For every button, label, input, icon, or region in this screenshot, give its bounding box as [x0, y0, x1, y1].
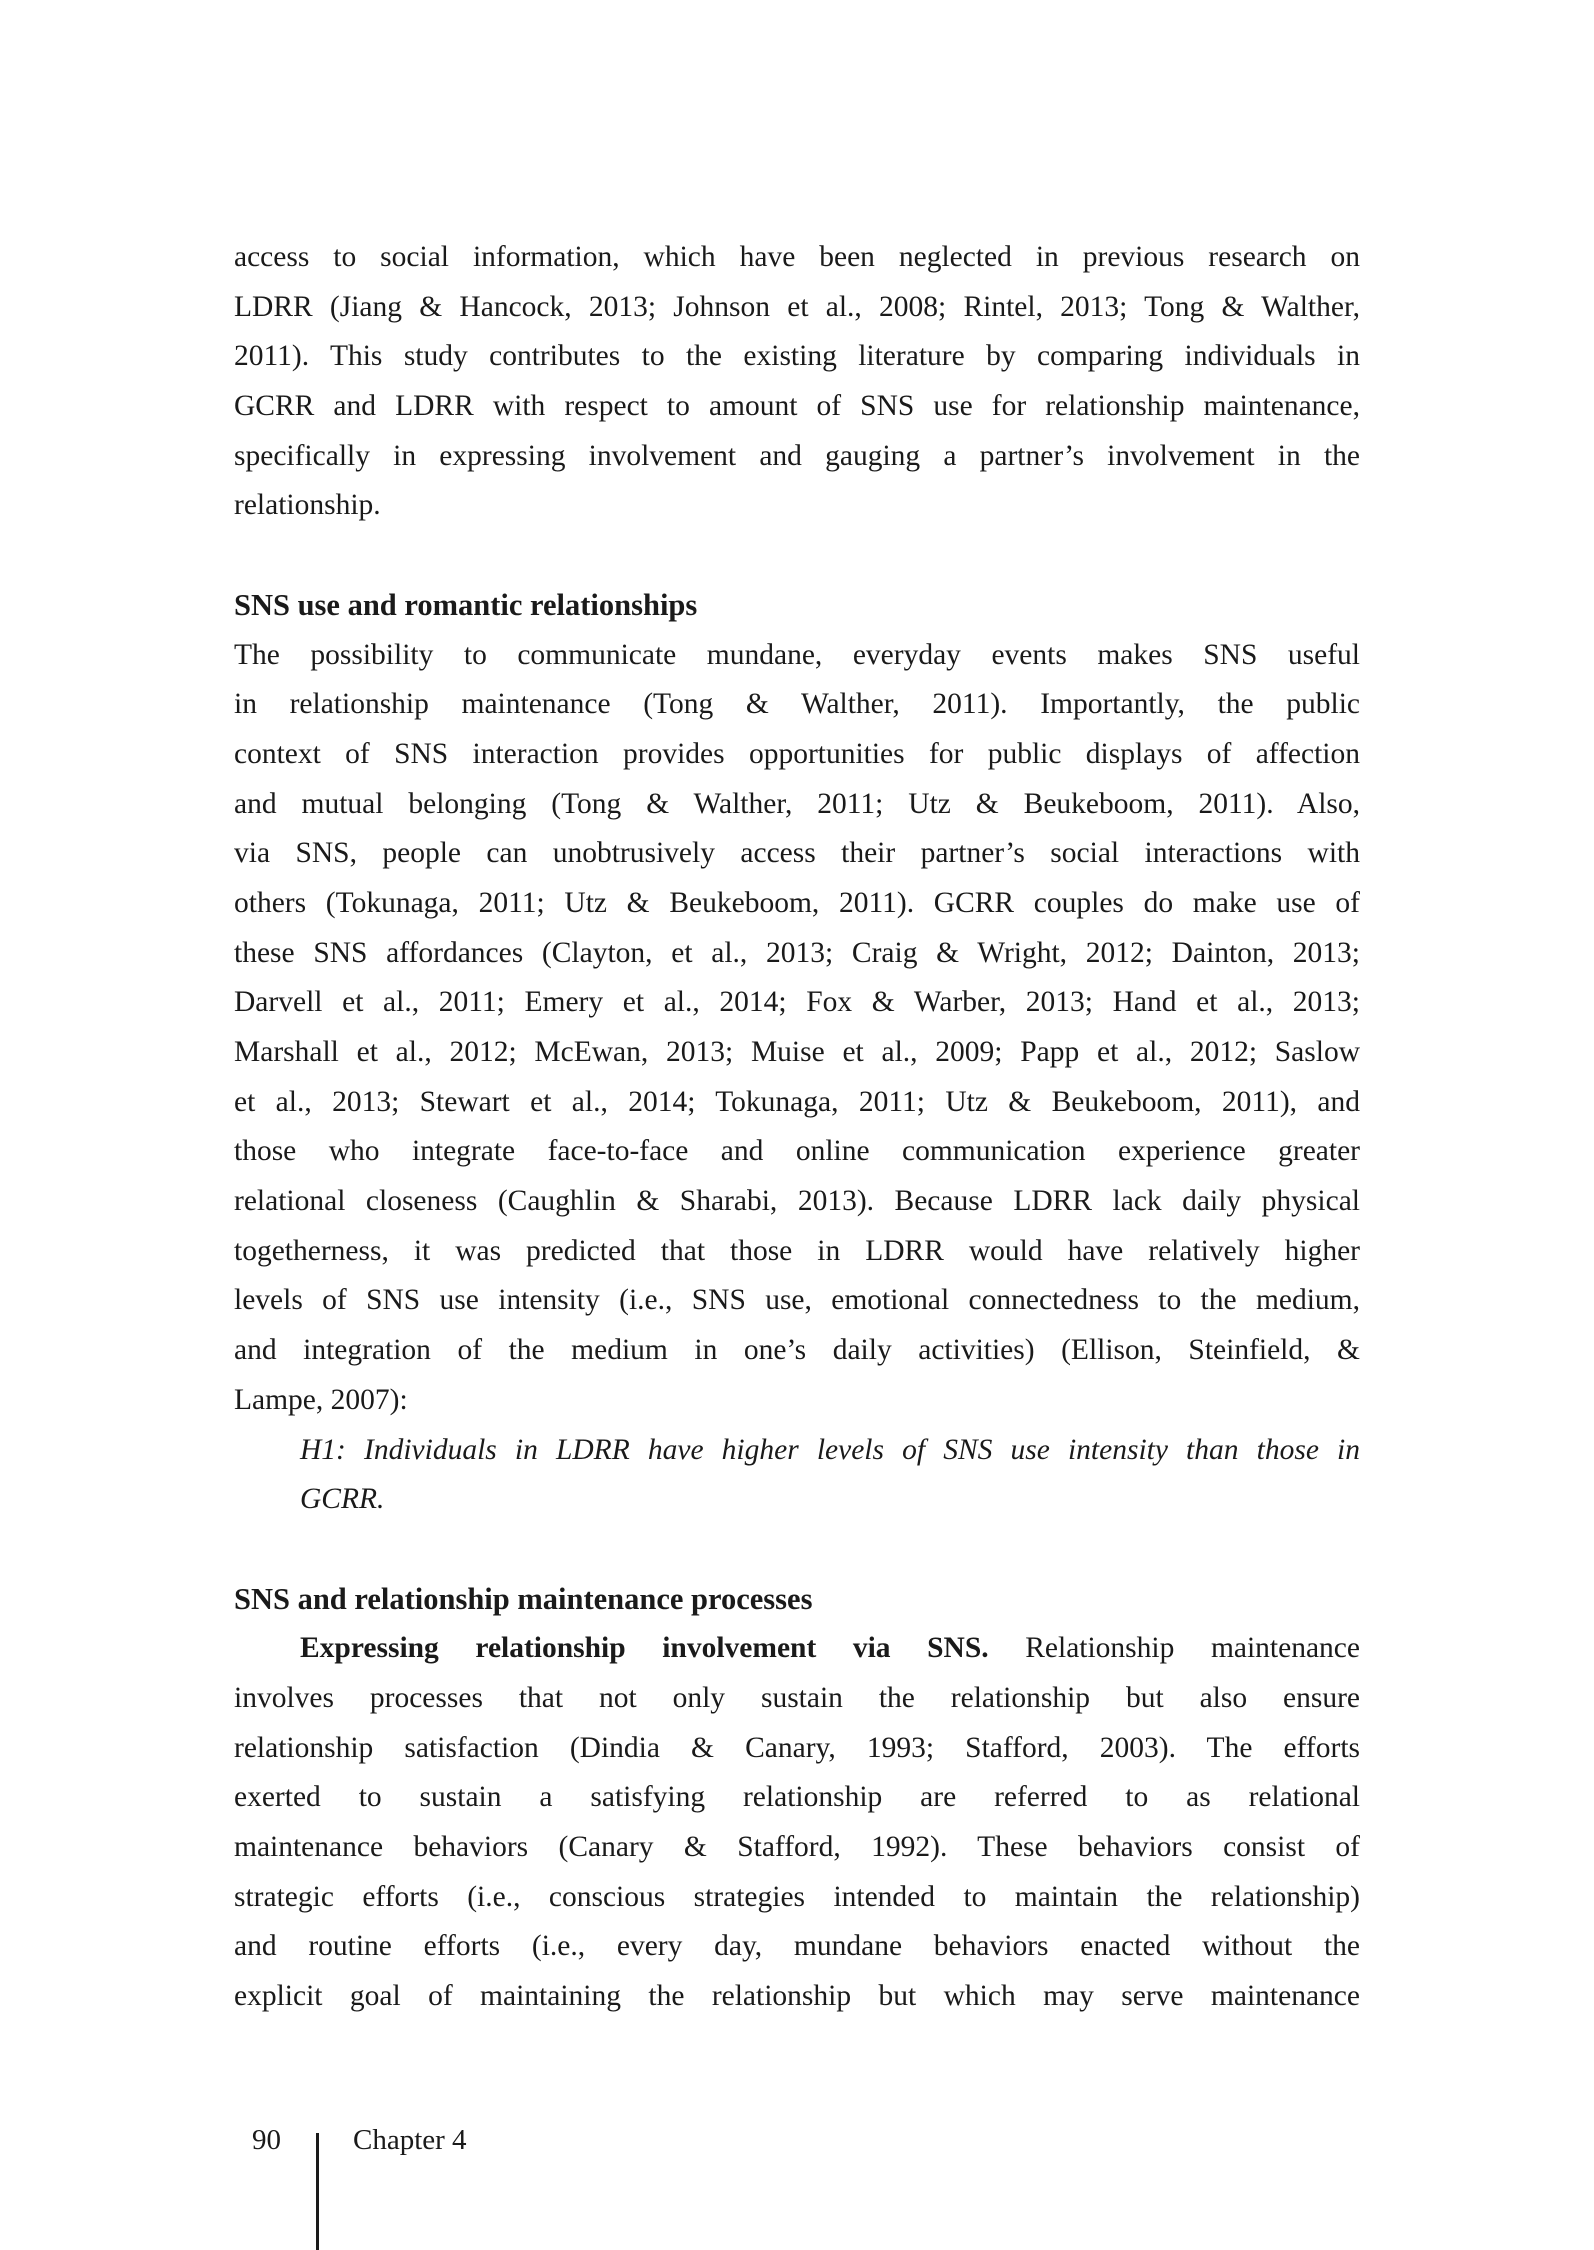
text-line: 2011). This study contributes to the existing literature by comparing individuals in [234, 340, 1360, 373]
section2-paragraph [234, 1674, 1360, 2022]
paragraph-first-line [234, 1624, 1360, 1674]
page-body [234, 233, 1360, 2022]
text-line: context of SNS interaction provides opportunities for public displays of affection [234, 737, 1360, 770]
text-line: these SNS affordances (Clayton, et al., 2013; Craig & Wright, 2012; Dainton, 2013; [234, 936, 1360, 969]
text-line: GCRR and LDRR with respect to amount of SNS use for relationship maintenance, [234, 390, 1360, 423]
text-line: others (Tokunaga, 2011; Utz & Beukeboom, 2011). GCRR couples do make use of [234, 886, 1360, 919]
blank-line [234, 531, 1360, 581]
running-footer-chapter: Chapter 4 [353, 2124, 467, 2156]
section1-paragraph [234, 631, 1360, 1426]
text-line: relational closeness (Caughlin & Sharabi, 2013). Because LDRR lack daily physical [234, 1185, 1360, 1218]
text-line: and mutual belonging (Tong & Walther, 2011; Utz & Beukeboom, 2011). Also, [234, 787, 1360, 820]
text-line: Lampe, 2007): [234, 1383, 408, 1416]
text-line: specifically in expressing involvement and gauging a partner’s involvement in the [234, 439, 1360, 472]
text-line: in relationship maintenance (Tong & Walther, 2011). Importantly, the public [234, 688, 1360, 721]
text-line: those who integrate face-to-face and online communication experience greater [234, 1135, 1360, 1168]
hypothesis-h1 [234, 1426, 1360, 1525]
text-line: strategic efforts (i.e., conscious strategies intended to maintain the relationship) [234, 1880, 1360, 1913]
page-number: 90 [252, 2124, 281, 2156]
text-line: access to social information, which have been neglected in previous research on [234, 241, 1360, 273]
text-line: relationship. [234, 489, 381, 522]
text-line: and routine efforts (i.e., every day, mundane behaviors enacted without the [234, 1930, 1360, 1963]
subheading: Expressing relationship involvement via SNS. [300, 1632, 989, 1665]
section-heading: SNS and relationship maintenance processes [234, 1581, 813, 1616]
text-line: Darvell et al., 2011; Emery et al., 2014; Fox & Warber, 2013; Hand et al., 2013; [234, 986, 1360, 1019]
text-line: involves processes that not only sustain the relationship but also ensure [234, 1681, 1360, 1714]
text-line: Relationship maintenance [988, 1632, 1360, 1665]
section-heading: SNS use and romantic relationships [234, 587, 698, 622]
text-line: et al., 2013; Stewart et al., 2014; Tokunaga, 2011; Utz & Beukeboom, 2011), and [234, 1085, 1360, 1118]
text-line: and integration of the medium in one’s daily activities) (Ellison, Steinfield, & [234, 1334, 1360, 1367]
text-line: H1: Individuals in LDRR have higher levels of SNS use intensity than those in [300, 1433, 1360, 1466]
intro-paragraph [234, 233, 1360, 531]
text-line: explicit goal of maintaining the relationship but which may serve maintenance [234, 1980, 1360, 2013]
blank-line [234, 1525, 1360, 1575]
text-line: Marshall et al., 2012; McEwan, 2013; Muise et al., 2009; Papp et al., 2012; Saslow [234, 1036, 1360, 1068]
text-line: The possibility to communicate mundane, everyday events makes SNS useful [234, 638, 1360, 671]
text-line: LDRR (Jiang & Hancock, 2013; Johnson et al., 2008; Rintel, 2013; Tong & Walther, [234, 290, 1360, 323]
text-line: relationship satisfaction (Dindia & Canary, 1993; Stafford, 2003). The efforts [234, 1731, 1360, 1764]
text-line: via SNS, people can unobtrusively access their partner’s social interactions with [234, 837, 1360, 870]
text-line: exerted to sustain a satisfying relationship are referred to as relational [234, 1781, 1360, 1814]
text-line: levels of SNS use intensity (i.e., SNS use, emotional connectedness to the medium, [234, 1284, 1360, 1317]
text-line: GCRR. [300, 1483, 385, 1516]
text-line: togetherness, it was predicted that those in LDRR would have relatively higher [234, 1234, 1360, 1267]
text-line: maintenance behaviors (Canary & Stafford, 1992). These behaviors consist of [234, 1831, 1360, 1863]
footer-divider [316, 2133, 319, 2250]
